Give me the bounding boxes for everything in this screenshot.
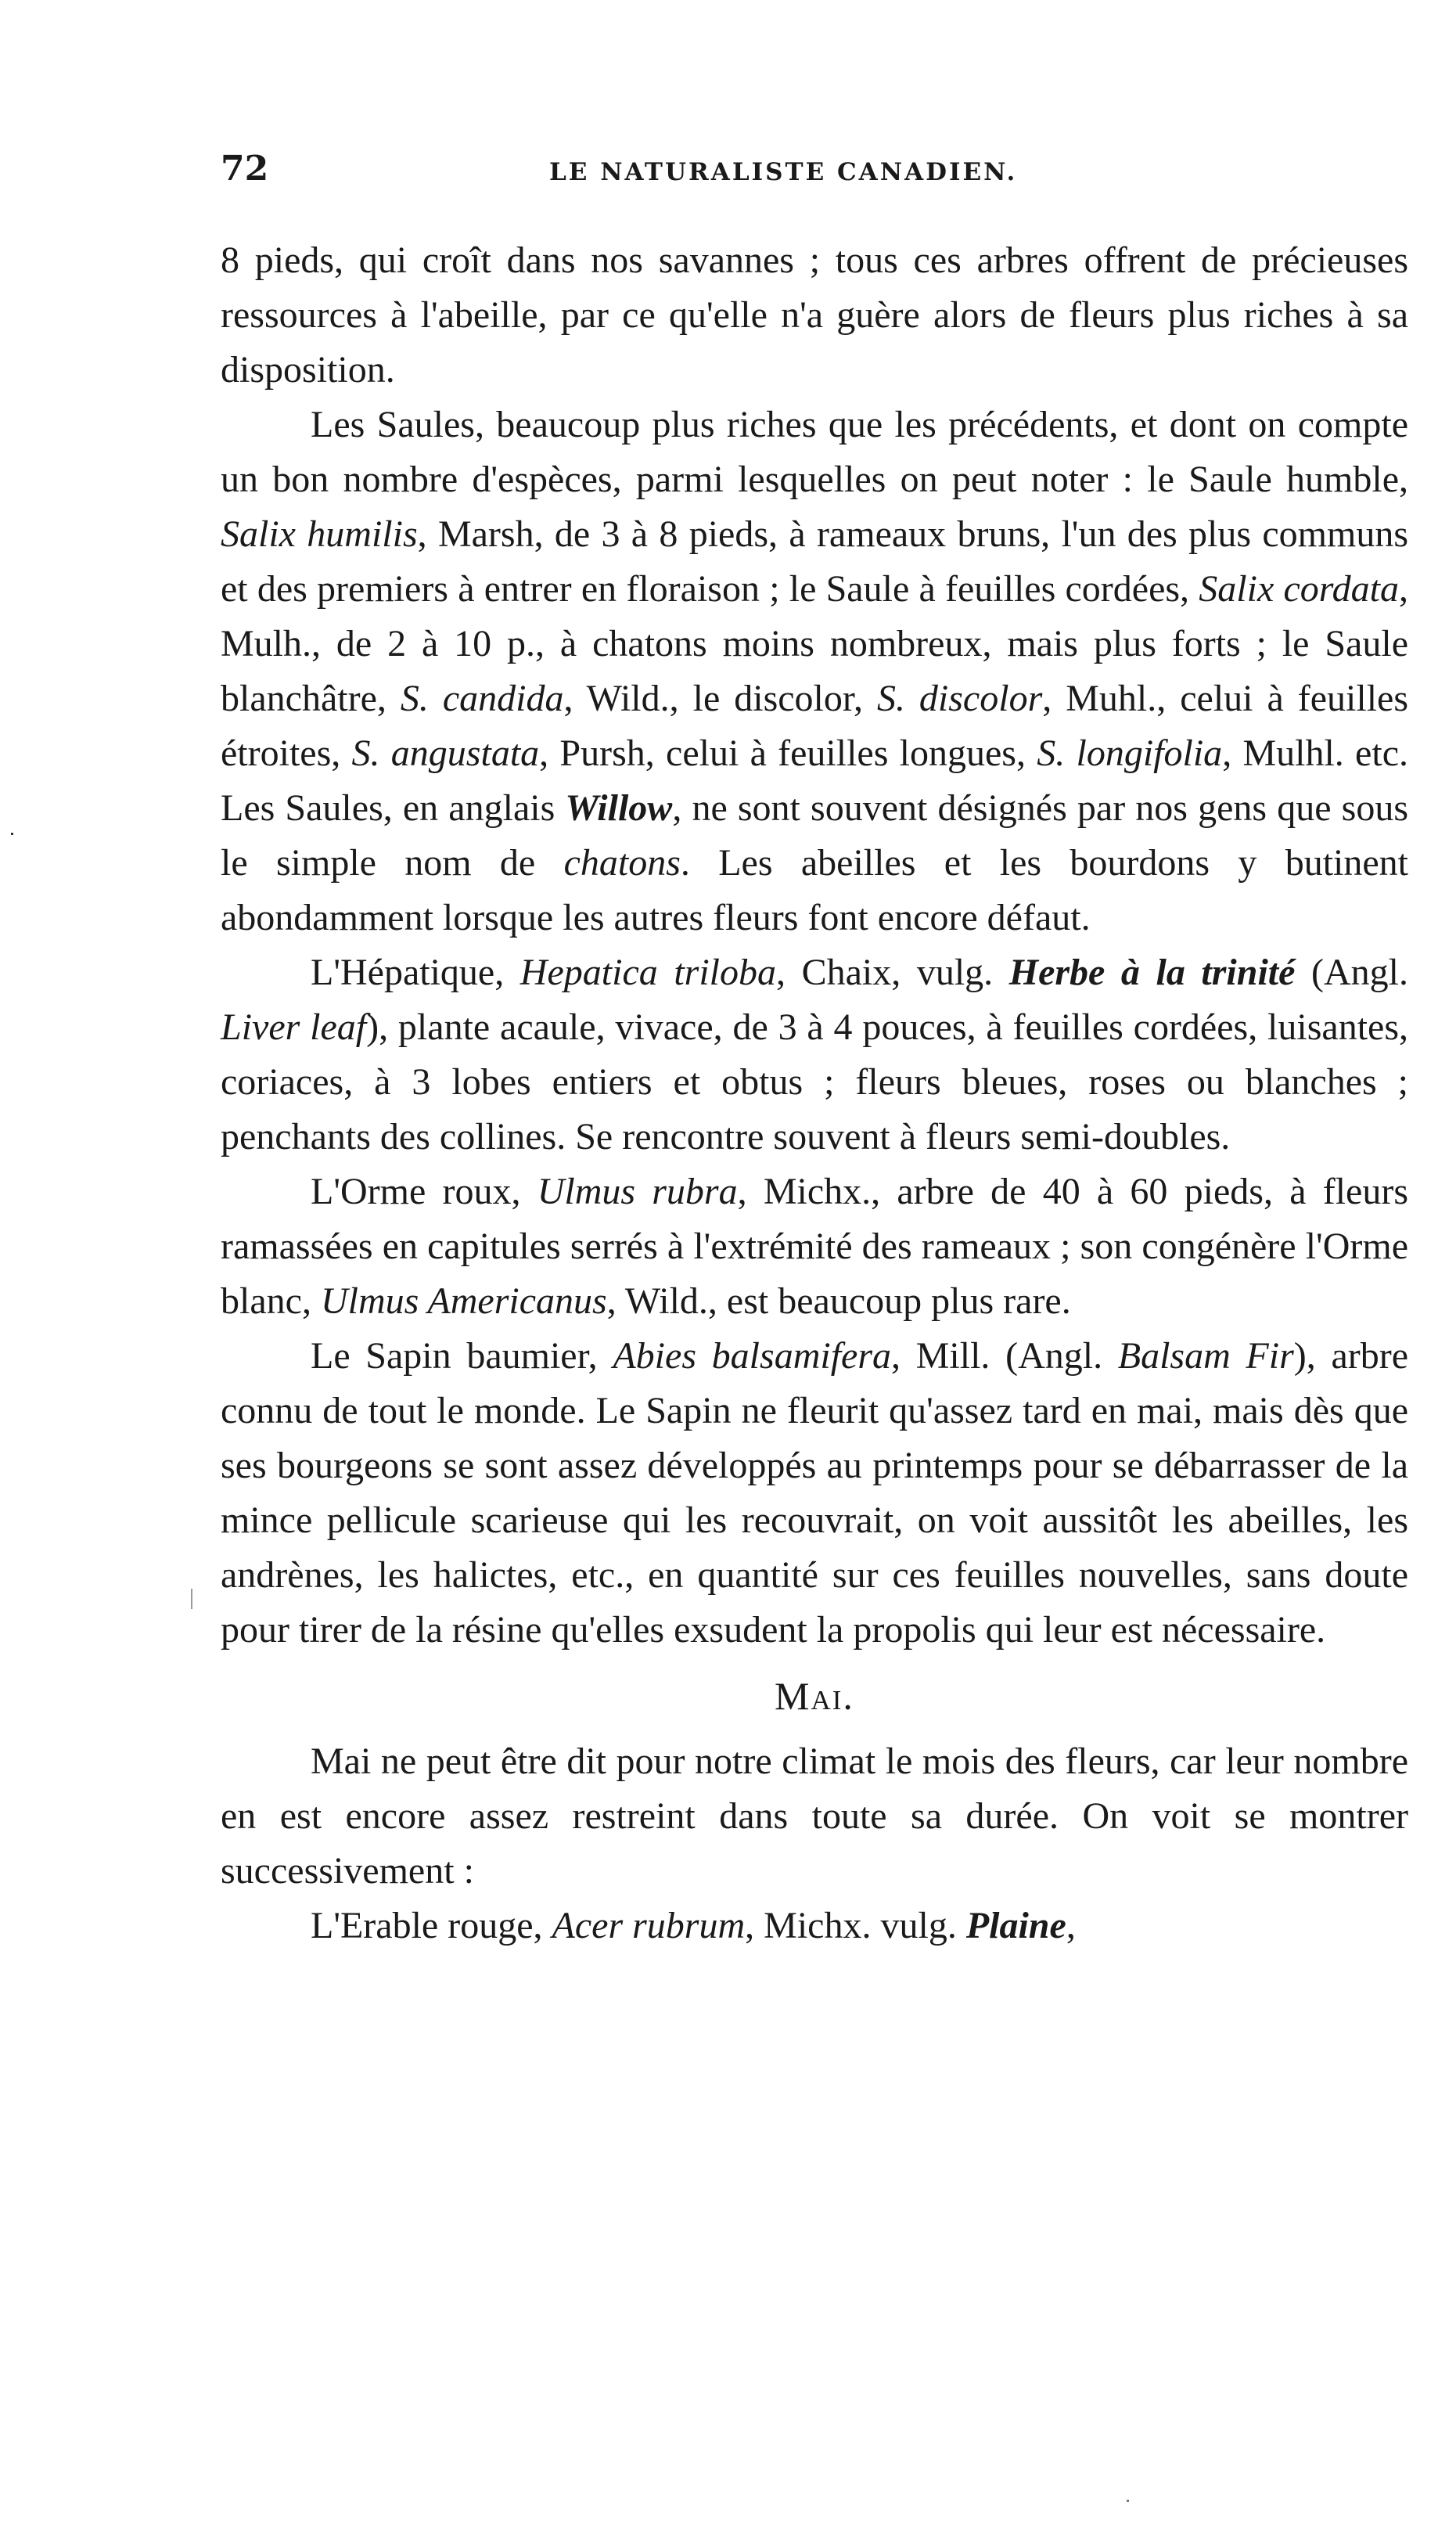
italic-term: S. longifolia bbox=[1037, 733, 1223, 774]
italic-term: Herbe à la trinité bbox=[1008, 952, 1296, 993]
page-header bbox=[221, 149, 1408, 203]
scan-speck bbox=[191, 1589, 192, 1609]
paragraph-p4 bbox=[221, 1165, 1408, 1329]
text-run: , Mill. (Angl. bbox=[891, 1335, 1118, 1377]
text-run: , Michx. vulg. bbox=[745, 1905, 966, 1946]
italic-term: Acer rubrum bbox=[552, 1905, 746, 1946]
text-run: Les Saules, beaucoup plus riches que les précédents, et dont on compte un bon nombre d'espèces, parmi lesquelles on peut noter : le Saule humble, bbox=[221, 404, 1408, 500]
paragraph-p3 bbox=[221, 945, 1408, 1165]
page-number: 72 bbox=[221, 149, 269, 189]
text-run: (Angl. bbox=[1295, 952, 1409, 993]
text-run: , Pursh, celui à feuilles longues, bbox=[539, 733, 1037, 774]
text-run: ), plante acaule, vivace, de 3 à 4 pouces, à feuilles cordées, luisantes, coriaces, à 3 lobes entiers et obtus ; fleurs bleues, roses ou blanches ; penchants des collines. Se rencontre souvent à fleurs semi-doubles. bbox=[221, 1006, 1409, 1157]
body-text bbox=[221, 233, 1408, 1953]
text-run: , Mulh., de 2 à 10 p., à chatons moins nombreux, mais plus forts ; le Saule blanchâtre, bbox=[221, 568, 1409, 719]
italic-term: Abies balsamifera bbox=[613, 1335, 892, 1377]
italic-term: Hepatica triloba bbox=[519, 952, 777, 993]
text-run: Mai ne peut être dit pour notre climat le mois des fleurs, car leur nombre en est encore assez restreint dans toute sa durée. On voit se montrer successivement : bbox=[221, 1741, 1408, 1892]
italic-term: Balsam Fir bbox=[1117, 1335, 1294, 1377]
italic-term: S. candida bbox=[400, 678, 564, 719]
text-run: L'Hépatique, bbox=[311, 952, 520, 993]
text-run: 8 pieds, qui croît dans nos savannes ; tous ces arbres offrent de précieuses ressources à l'abeille, par ce qu'elle n'a guère alors de fleurs plus riches à sa disposition. bbox=[221, 239, 1408, 391]
italic-term: S. angustata bbox=[351, 733, 540, 774]
text-run: L'Erable rouge, bbox=[311, 1905, 552, 1946]
text-run: , Marsh, de 3 à 8 pieds, à rameaux bruns, l'un des plus communs et des premiers à entrer en floraison ; le Saule à feuilles cordées, bbox=[221, 513, 1409, 610]
running-head: LE NATURALISTE CANADIEN. bbox=[549, 158, 1018, 186]
scan-speck bbox=[11, 833, 13, 835]
text-run: L'Orme roux, bbox=[311, 1171, 537, 1212]
italic-term: chatons bbox=[563, 842, 681, 884]
paragraph-p6 bbox=[221, 1734, 1408, 1899]
paragraph-p7 bbox=[221, 1899, 1408, 1953]
text-run: , bbox=[1066, 1905, 1076, 1946]
italic-term: Plaine bbox=[965, 1905, 1066, 1946]
italic-term: Ulmus rubra bbox=[537, 1171, 738, 1212]
scan-speck bbox=[1127, 2500, 1129, 2502]
section-title: Mai. bbox=[775, 1674, 854, 1718]
text-run: , Mulhl. etc. Les Saules, en anglais bbox=[221, 733, 1408, 829]
text-run: Le Sapin baumier, bbox=[311, 1335, 613, 1377]
italic-term: S. discolor bbox=[876, 678, 1043, 719]
italic-term: Salix humilis bbox=[221, 513, 418, 555]
paragraph-p1 bbox=[221, 233, 1408, 398]
italic-term: Salix cordata bbox=[1199, 568, 1400, 610]
italic-term: Ulmus Americanus bbox=[320, 1280, 607, 1322]
paragraph-p5 bbox=[221, 1329, 1408, 1658]
text-run: , Muhl., celui à feuilles étroites, bbox=[221, 678, 1409, 774]
text-run: , Wild., le discolor, bbox=[563, 678, 877, 719]
text-run: ), arbre connu de tout le monde. Le Sapin ne fleurit qu'assez tard en mai, mais dès que ses bourgeons se sont assez développés au printemps pour se débarrasser de la mince pellicule scarieuse qui les recouvrait, on voit aussitôt les abeilles, les andrènes, les halictes, etc., en quantité sur ces feuilles nouvelles, sans doute pour tirer de la résine qu'elles exsudent la propolis qui leur est nécessaire. bbox=[221, 1335, 1409, 1651]
text-run: . Les abeilles et les bourdons y butinent abondamment lorsque les autres fleurs font encore défaut. bbox=[221, 842, 1409, 938]
text-run: , Michx., arbre de 40 à 60 pieds, à fleurs ramassées en capitules serrés à l'extrémité des rameaux ; son congénère l'Orme blanc, bbox=[221, 1171, 1408, 1322]
text-run: , ne sont souvent désignés par nos gens que sous le simple nom de bbox=[221, 787, 1408, 884]
text-run: , Chaix, vulg. bbox=[776, 952, 1009, 993]
italic-term: Willow bbox=[565, 787, 673, 829]
text-run: , Wild., est beaucoup plus rare. bbox=[606, 1280, 1071, 1322]
paragraph-p2 bbox=[221, 398, 1408, 945]
italic-term: Liver leaf bbox=[221, 1006, 367, 1048]
